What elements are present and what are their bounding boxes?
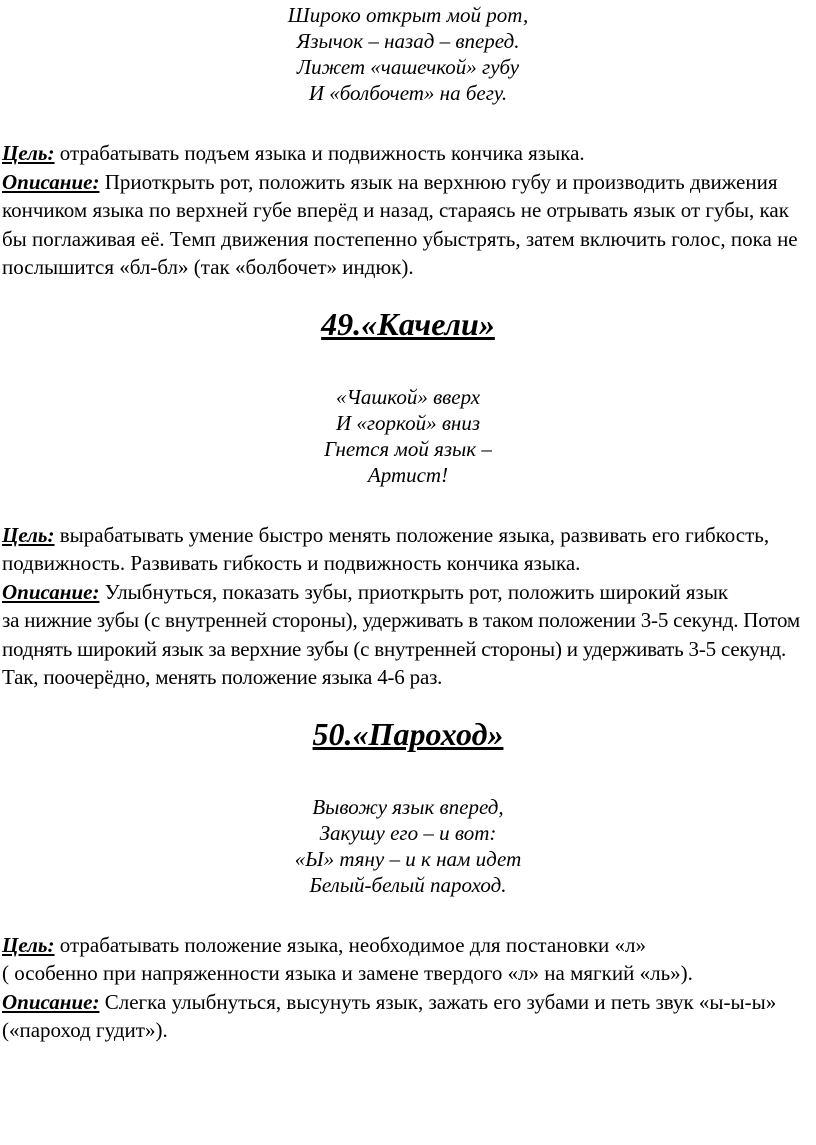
spacer: [0, 898, 816, 931]
spacer: [0, 344, 816, 384]
goal-label: Цель:: [2, 522, 55, 547]
poem-line: «Ы» тяну – и к нам идет: [294, 846, 522, 871]
poem-parokhod: [0, 794, 816, 898]
poem-line: Вывожу язык вперед,: [312, 794, 504, 819]
poem-line: Гнется мой язык –: [324, 436, 492, 461]
poem-line: Лижет «чашечкой» губу: [296, 55, 520, 79]
section-heading-49: 49.«Качели»: [321, 305, 495, 342]
description-label: Описание:: [2, 169, 100, 194]
description-label: Описание:: [2, 579, 100, 604]
poem-line: Белый-белый пароход.: [309, 872, 507, 897]
exercise-description: [0, 578, 814, 607]
description-text: Улыбнуться, показать зубы, приоткрыть рот, положить широкий язык: [99, 579, 729, 604]
spacer: [0, 754, 816, 794]
goal-text: отрабатывать положение языка, необходимое для постановки «л»: [54, 932, 646, 957]
poem-kacheli: [0, 384, 816, 488]
description-text: Приоткрыть рот, положить язык на верхнюю губу и производить движения кончиком языка по верхней губе вперёд и назад, стараясь не отрывать язык от губы, как бы поглаживая её. Темп движения постепенно убыстрять, затем включить голос, пока не послышится «бл-бл» (так «болбочет» индюк).: [2, 169, 798, 279]
goal-label: Цель:: [2, 932, 55, 957]
poem-line: «Чашкой» вверх: [335, 384, 481, 409]
exercise-goal-continued: ( особенно при напряженности языка и замене твердого «л» на мягкий «ль»).: [2, 961, 693, 985]
spacer: [0, 488, 816, 521]
spacer: [0, 692, 816, 714]
goal-label: Цель:: [2, 141, 55, 165]
exercise-goal: [0, 521, 814, 578]
goal-text: отрабатывать подъем языка и подвижность кончика языка.: [54, 141, 585, 165]
poem-line: И «болбочет» на бегу.: [308, 81, 508, 105]
exercise-goal: [0, 931, 814, 960]
poem-line: Широко открыт мой рот,: [287, 3, 529, 27]
spacer: [0, 106, 816, 139]
exercise-description-continued: за нижние зубы (с внутренней стороны), удерживать в таком положении 3-5 секунд. Потом поднять широкий язык за верхние зубы (с внутренней стороны) и удерживать 3-5 секунд. Так, поочерёдно, менять положение языка 4-6 раз.: [2, 608, 800, 689]
exercise-description: [0, 988, 814, 1045]
section-heading-50: 50.«Пароход»: [312, 715, 504, 752]
exercise-goal: [0, 139, 814, 168]
poem-line: Артист!: [367, 462, 449, 487]
description-label: Описание:: [2, 989, 100, 1014]
exercise-description: [0, 168, 814, 282]
poem-line: Закушу его – и вот:: [319, 820, 497, 845]
poem-bolbochet: [0, 0, 816, 106]
poem-line: Язычок – назад – вперед.: [296, 29, 520, 53]
spacer: [0, 282, 816, 304]
poem-line: И «горкой» вниз: [335, 410, 481, 435]
description-text: Слегка улыбнуться, высунуть язык, зажать его зубами и петь звук «ы-ы-ы» («пароход гудит»).: [2, 989, 777, 1042]
goal-text: вырабатывать умение быстро менять положение языка, развивать его гибкость, подвижность. Развивать гибкость и подвижность кончика языка.: [2, 522, 770, 575]
